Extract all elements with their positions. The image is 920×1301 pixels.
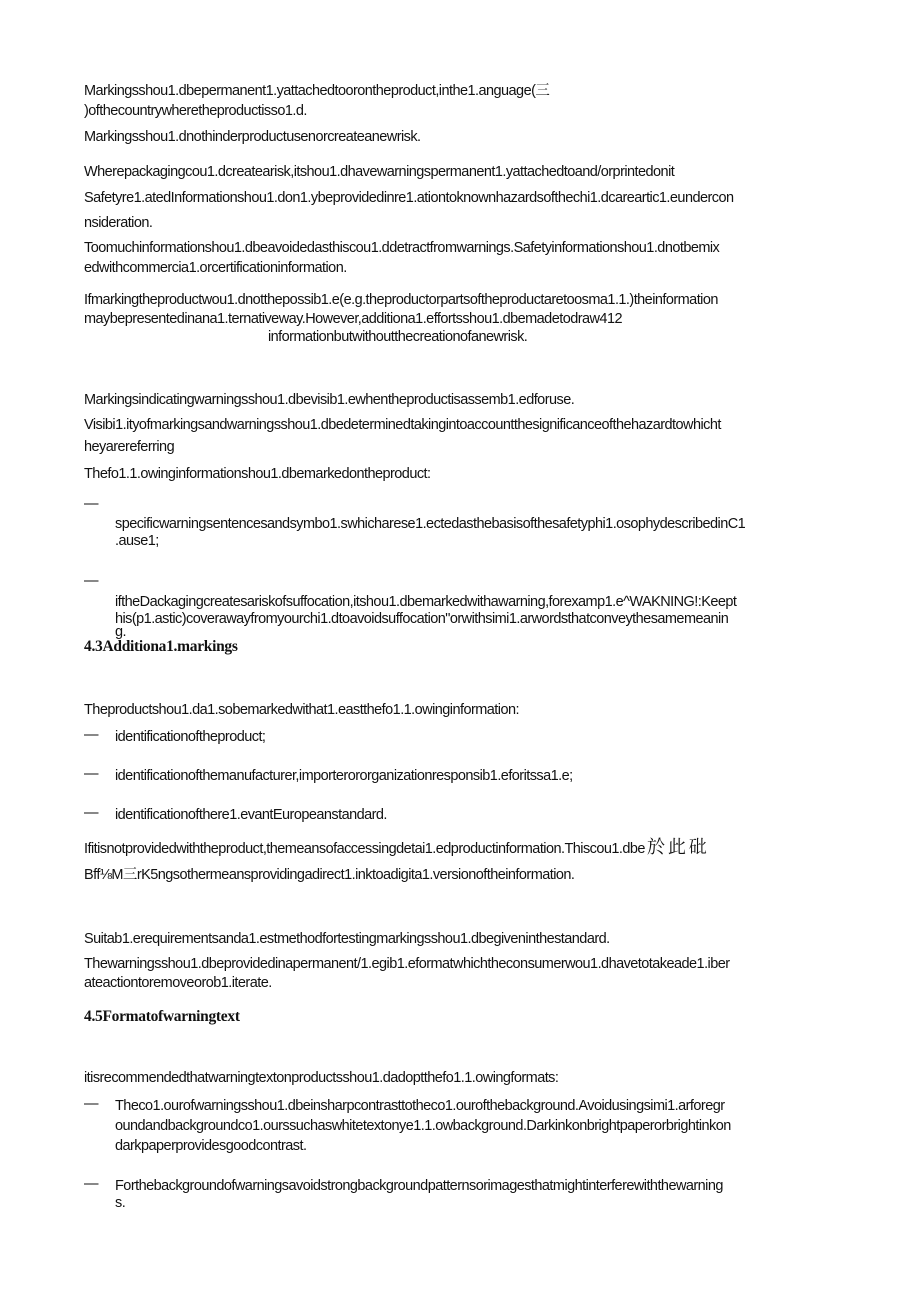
paragraph-line: Ifmarkingtheproductwou1.dnotthepossib1.e(e.g.theproductorpartsoftheproductaretoosma1.1.)theinformation — [84, 292, 718, 308]
list-item-line: oundandbackgroundco1.ourssuchaswhitetextonye1.1.owbackground.Darkinkonbrightpaperorbrightinkon — [115, 1118, 731, 1134]
paragraph-line: Safetyre1.atedInformationshou1.don1.ybeprovidedinre1.ationtoknownhazardsofthechi1.dcareartic1.eundercon — [84, 190, 734, 206]
paragraph-line: Toomuchinformationshou1.dbeavoidedasthiscou1.ddetractfromwarnings.Safetyinformationshou1.dnotbemix — [84, 240, 720, 256]
paragraph-line: )ofthecountrywheretheproductisso1.d. — [84, 103, 307, 119]
paragraph-line: edwithcommercia1.orcertificationinformation. — [84, 260, 347, 276]
list-dash: — — [84, 805, 99, 821]
paragraph-line: Wherepackagingcou1.dcreatearisk,itshou1.dhavewarningspermanent1.yattachedtoand/orprintedonit — [84, 164, 675, 180]
list-item-line: s. — [115, 1195, 126, 1211]
list-item-line: identificationofthere1.evantEuropeanstandard. — [115, 807, 387, 823]
paragraph-line: Suitab1.erequirementsanda1.estmethodfortestingmarkingsshou1.dbegiveninthestandard. — [84, 931, 610, 947]
list-dash: — — [84, 1176, 99, 1192]
list-item-line: identificationoftheproduct; — [115, 729, 266, 745]
list-item-line: specificwarningsentencesandsymbo1.swhicharese1.ectedasthebasisofthesafetyphi1.osophydescribedinC1 — [115, 516, 746, 532]
cjk-glyphs: 於此砒 — [646, 837, 710, 858]
paragraph-line — [84, 838, 710, 859]
list-item-line: his(p1.astic)coverawayfromyourchi1.dtoavoidsuffocation"orwithsimi1.arwordsthatconveythesamemeanin — [115, 611, 729, 627]
paragraph-line: nsideration. — [84, 215, 153, 231]
list-item-line: Forthebackgroundofwarningsavoidstrongbackgroundpatternsorimagesthatmightinterferewiththewarning — [115, 1178, 723, 1194]
paragraph-line: Theproductshou1.da1.sobemarkedwithat1.eastthefo1.1.owinginformation: — [84, 702, 519, 718]
paragraph-line: Thewarningsshou1.dbeprovidedinapermanent/1.egib1.eformatwhichtheconsumerwou1.dhavetotakeade1.iber — [84, 956, 730, 972]
list-dash: — — [84, 1096, 99, 1112]
paragraph-line: maybepresentedinana1.ternativeway.However,additiona1.effortsshou1.dbemadetodraw412 — [84, 311, 622, 327]
list-item-line: iftheDackagingcreatesariskofsuffocation,itshou1.dbemarkedwithawarning,forexamp1.e^WAKNING!:Keept — [115, 594, 737, 610]
list-dash: — — [84, 766, 99, 782]
list-item-line: darkpaperprovidesgoodcontrast. — [115, 1138, 307, 1154]
list-dash: — — [84, 496, 99, 512]
paragraph-line: heyarereferring — [84, 439, 175, 455]
paragraph-line: Bff⅛M三rK5ngsothermeansprovidingadirect1.inktoadigita1.versionoftheinformation. — [84, 867, 575, 883]
paragraph-line: ateactiontoremoveorob1.iterate. — [84, 975, 272, 991]
paragraph-line: Thefo1.1.owinginformationshou1.dbemarkedontheproduct: — [84, 466, 431, 482]
list-item-line: identificationofthemanufacturer,importerororganizationresponsib1.eforitssa1.e; — [115, 768, 573, 784]
paragraph-line: informationbutwithoutthecreationofanewrisk. — [268, 329, 528, 345]
paragraph-text: Ifitisnotprovidedwiththeproduct,themeansofaccessingdetai1.edproductinformation.Thiscou1.dbe — [84, 841, 645, 857]
list-item-line: Theco1.ourofwarningsshou1.dbeinsharpcontrasttotheco1.ourofthebackground.Avoidusingsimi1.arforegr — [115, 1098, 725, 1114]
paragraph-line: Visibi1.ityofmarkingsandwarningsshou1.dbedeterminedtakingintoaccountthesignificanceofthehazardtowhicht — [84, 417, 721, 433]
paragraph-line: Markingsshou1.dnothinderproductusenorcreateanewrisk. — [84, 129, 421, 145]
section-heading: 4.3Additiona1.markings — [84, 638, 238, 655]
list-item-line: g. — [115, 624, 126, 640]
list-dash: — — [84, 727, 99, 743]
paragraph-line: itisrecommendedthatwarningtextonproductsshou1.dadoptthefo1.1.owingformats: — [84, 1070, 559, 1086]
list-dash: — — [84, 573, 99, 589]
paragraph-line: Markingsshou1.dbepermanent1.yattachedtoorontheproduct,inthe1.anguage(三 — [84, 83, 550, 99]
paragraph-line: Markingsindicatingwarningsshou1.dbevisib1.ewhentheproductisassemb1.edforuse. — [84, 392, 575, 408]
list-item-line: .ause1; — [115, 533, 159, 549]
section-heading: 4.5Formatofwarningtext — [84, 1008, 240, 1025]
